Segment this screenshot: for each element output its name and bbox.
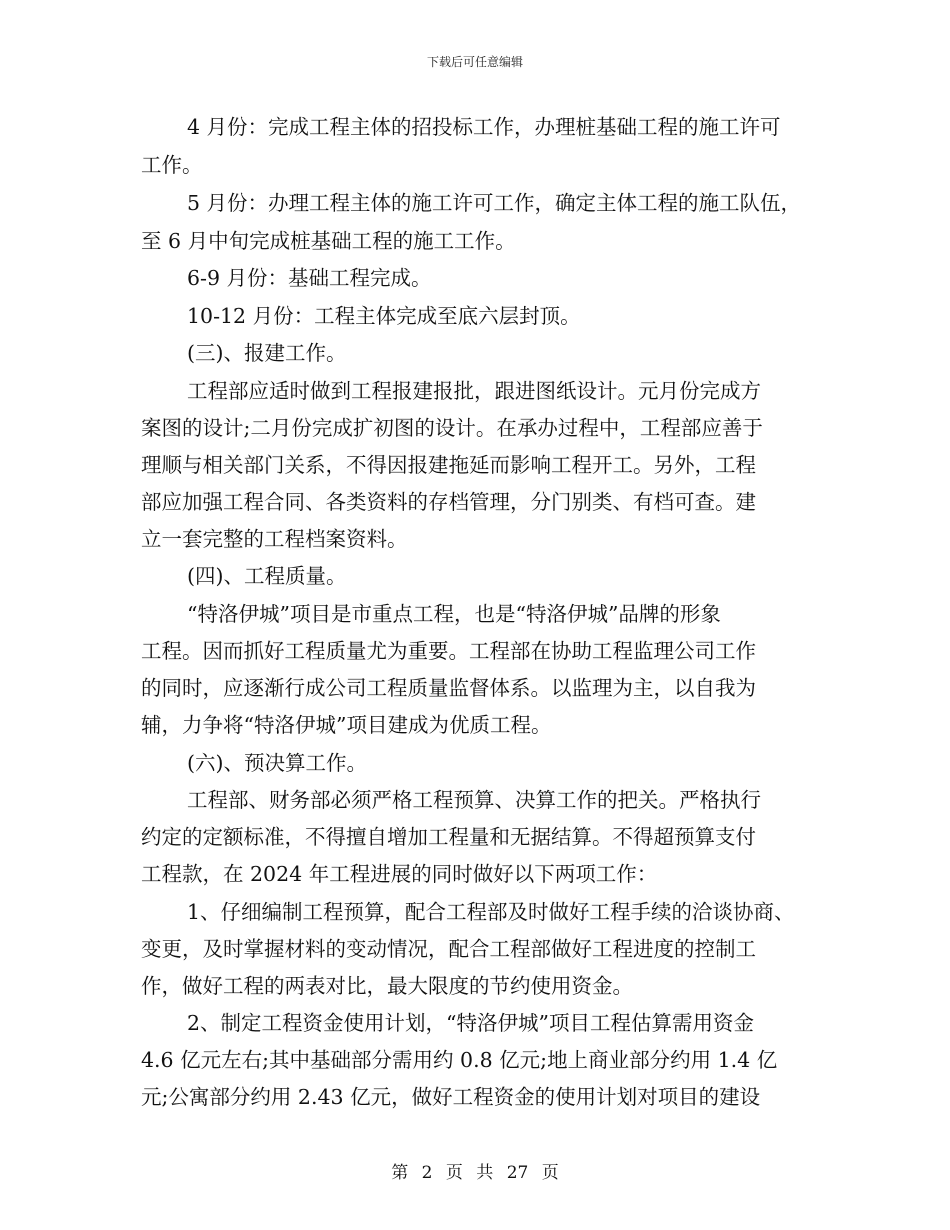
section-heading: (六)、预决算工作。 — [187, 751, 367, 775]
text-line: 理顺与相关部门关系，不得因报建拖延而影响工程开工。另外，工程 — [141, 453, 756, 477]
text-line: 4 月份：完成工程主体的招投标工作，办理桩基础工程的施工许可 — [187, 115, 781, 139]
text-line: 的同时，应逐渐行成公司工程质量监督体系。以监理为主，以自我为 — [141, 676, 756, 700]
text-line: 工程部应适时做到工程报建报批，跟进图纸设计。元月份完成方 — [187, 379, 761, 403]
text-line: 2、制定工程资金使用计划，“特洛伊城”项目工程估算需用资金 — [187, 1011, 755, 1035]
text-line: 工程款，在 2024 年工程进展的同时做好以下两项工作： — [141, 862, 658, 886]
text-line: 5 月份：办理工程主体的施工许可工作，确定主体工程的施工队伍， — [187, 191, 802, 215]
text-line: 元;公寓部分约用 2.43 亿元，做好工程资金的使用计划对项目的建设 — [141, 1085, 761, 1109]
text-line: “特洛伊城”项目是市重点工程，也是“特洛伊城”品牌的形象 — [187, 602, 721, 626]
text-line: 工作。 — [141, 153, 203, 177]
section-heading: (四)、工程质量。 — [187, 564, 347, 588]
text-line: 作，做好工程的两表对比，最大限度的节约使用资金。 — [141, 974, 633, 998]
text-line: 1、仔细编制工程预算，配合工程部及时做好工程手续的洽谈协商、 — [187, 900, 795, 924]
page-header: 下载后可任意编辑 — [426, 55, 523, 69]
page-number: 第 2 页 共 27 页 — [391, 1163, 559, 1183]
text-line: 立一套完整的工程档案资料。 — [141, 527, 408, 551]
text-line: 约定的定额标准，不得擅自增加工程量和无据结算。不得超预算支付 — [141, 825, 756, 849]
text-line: 10-12 月份：工程主体完成至底六层封顶。 — [187, 304, 581, 328]
text-line: 6-9 月份：基础工程完成。 — [187, 266, 432, 290]
section-heading: (三)、报建工作。 — [187, 341, 347, 365]
text-line: 案图的设计;二月份完成扩初图的设计。在承办过程中，工程部应善于 — [141, 416, 763, 440]
text-line: 4.6 亿元左右;其中基础部分需用约 0.8 亿元;地上商业部分约用 1.4 亿 — [141, 1048, 778, 1072]
text-line: 至 6 月中旬完成桩基础工程的施工工作。 — [141, 229, 516, 253]
text-line: 变更，及时掌握材料的变动情况，配合工程部做好工程进度的控制工 — [141, 937, 756, 961]
text-line: 辅，力争将“特洛伊城”项目建成为优质工程。 — [141, 713, 552, 737]
text-line: 工程。因而抓好工程质量尤为重要。工程部在协助工程监理公司工作 — [141, 639, 756, 663]
text-line: 工程部、财务部必须严格工程预算、决算工作的把关。严格执行 — [187, 788, 761, 812]
text-line: 部应加强工程合同、各类资料的存档管理，分门别类、有档可查。建 — [141, 490, 756, 514]
